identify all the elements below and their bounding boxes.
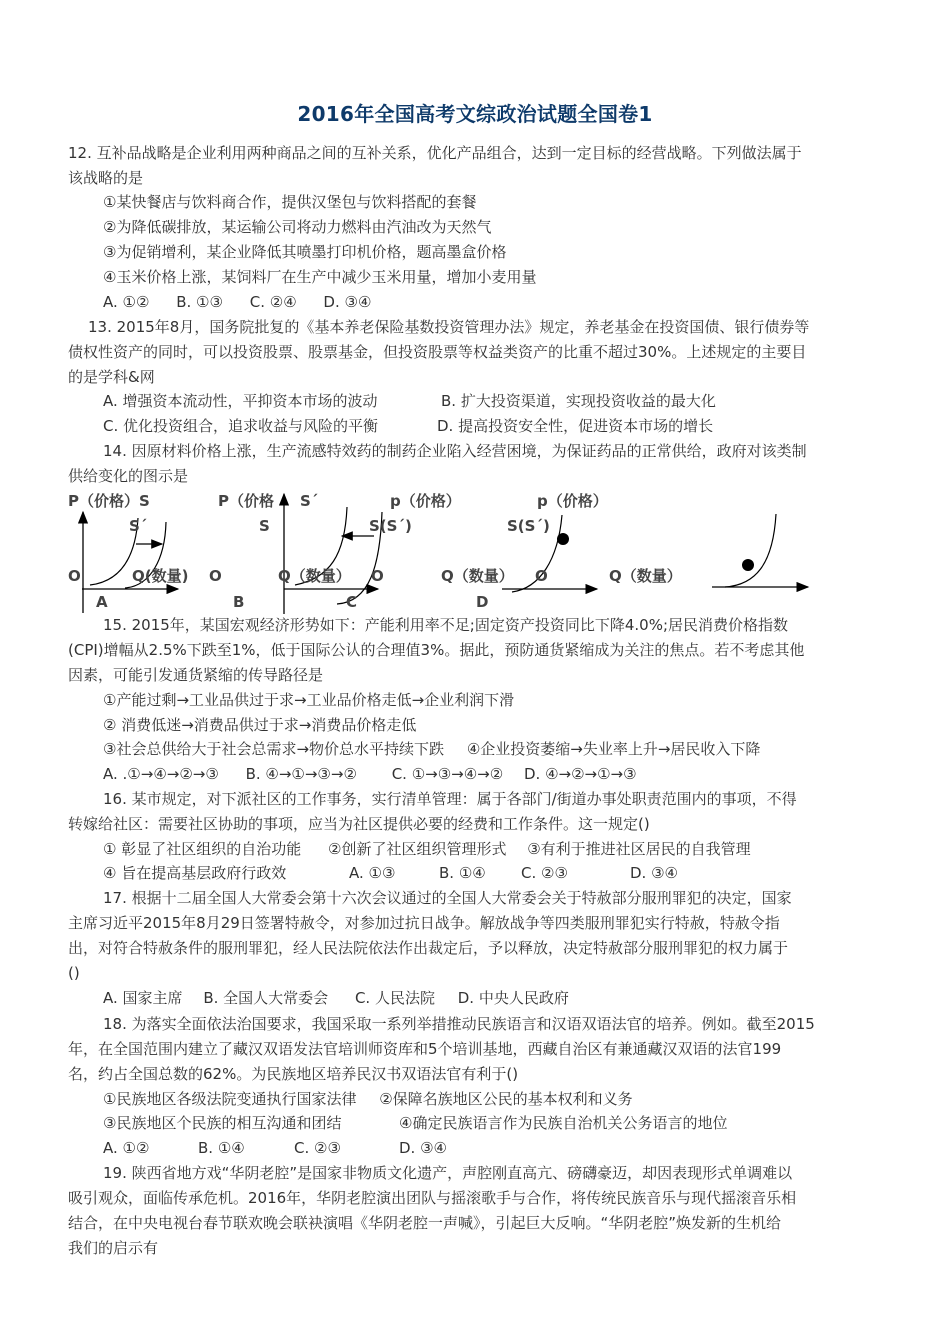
q15-stem-line-1: 15. 2015年，某国宏观经济形势如下：产能利用率不足;固定资产投资同比下降4.0%;居民消费价格指数 [103,616,789,634]
q15-item-1: ①产能过剩→工业品供过于求→工业品价格走低→企业利润下滑 [103,691,515,709]
q15-options [103,762,637,786]
q12-item-2: ②为降低碳排放，某运输公司将动力燃料由汽油改为天然气 [103,218,492,236]
q12-item-1: ①某快餐店与饮料商合作，提供汉堡包与饮料搭配的套餐 [103,193,477,211]
q19-stem-line-3: 结合，在中央电视台春节联欢晚会联袂演唱《华阴老腔一声喊》，引起巨大反响。“华阴老腔”焕发新的生机给 [68,1214,782,1232]
q13-stem-line-2: 债权性资产的同时，可以投资股票、股票基金，但投资股票等权益类资产的比重不超过30%。上述规定的主要目 [68,343,807,361]
q16-item-3: ③有利于推进社区居民的自我管理 [527,840,751,858]
q16-stem-line-2: 转嫁给社区：需要社区协助的事项，应当为社区提供必要的经费和工作条件。这一规定() [68,815,650,833]
q17-stem-line-3: 出，对符合特赦条件的服刑罪犯，经人民法院依法作出裁定后，予以释放，决定特赦部分服刑罪犯的权力属于 [68,939,789,957]
q13-stem-line-1: 13. 2015年8月，国务院批复的《基本养老保险基数投资管理办法》规定，养老基金在投资国债、银行债券等 [88,318,810,336]
q16-item-2: ②创新了社区组织管理形式 [328,840,507,858]
q12-option-d: D. ③④ [323,293,372,311]
q17-stem-line-1: 17. 根据十二届全国人大常委会第十六次会议通过的全国人大常委会关于特赦部分服刑罪犯的决定，国家 [103,889,792,907]
q19-stem-line-2: 吸引观众，面临传承危机。2016年，华阴老腔演出团队与摇滚歌手与合作，将传统民族音乐与现代摇滚音乐相 [68,1189,797,1207]
graph-d-quantity-label: Q（数量） [441,567,514,585]
q18-item-2: ②保障名族地区公民的基本权利和义务 [379,1090,633,1108]
q13-stem-line-3: 的是学科&网 [68,368,155,386]
graph-c-origin-label: O [371,567,384,585]
q18-option-a: A. ①② [103,1139,150,1157]
q16-stem-line-1: 16. 某市规定，对下派社区的工作事务，实行清单管理：属于各部门/街道办事处职责范围内的事项，不得 [103,790,797,808]
q18-stem-line-3: 名，约占全国总数的62%。为民族地区培养民汉书双语法官有利于() [68,1065,519,1083]
q15-option-d: D. ④→②→①→③ [523,765,637,783]
q18-stem-line-2: 年，在全国范围内建立了藏汉双语发法官培训师资库和5个培训基地，西藏自治区有兼通藏汉双语的法官199 [68,1040,782,1058]
q17-option-b: B. 全国人大常委会 [203,989,329,1007]
q16-items-1-3 [103,837,751,861]
graph-b-letter: B [233,593,245,611]
q19-stem-line-1: 19. 陕西省地方戏“华阴老腔”是国家非物质文化遗产，声腔刚直高亢、磅礴豪迈，却因表现形式单调难以 [103,1164,793,1182]
q12-item-3: ③为促销增利，某企业降低其喷墨打印机价格，题高墨盒价格 [103,243,507,261]
q15-item-3: ③社会总供给大于社会总需求→物价总水平持续下跌 [103,740,445,758]
graph-d [712,514,808,587]
q15-item-4: ④企业投资萎缩→失业率上升→居民收入下降 [466,740,761,758]
graph-d-origin-label: O [535,567,548,585]
graph-c-s-label: S(S´) [369,517,412,535]
q18-items-3-4 [103,1111,728,1135]
q12-option-a: A. ①② [103,293,150,311]
q13-option-c: C. 优化投资组合，追求收益与风险的平衡 [103,417,379,435]
q12-item-4: ④玉米价格上涨，某饲料厂在生产中减少玉米用量，增加小麦用量 [103,268,537,286]
q18-options [103,1136,447,1160]
q14-stem-line-2: 供给变化的图示是 [68,467,189,485]
graph-a-quantity-label: Q(数量) [132,567,189,585]
q13-option-d: D. 提高投资安全性，促进资本市场的增长 [437,417,714,435]
graph-b [284,494,382,614]
document-title: 2016年全国高考文综政治试题全国卷1 [297,102,653,126]
q14-stem-line-1: 14. 因原材料价格上涨，生产流感特效药的制药企业陷入经营困境，为保证药品的正常供给，政府对该类制 [103,442,807,460]
q17-option-d: D. 中央人民政府 [457,989,569,1007]
graph-b-quantity-label: Q（数量） [278,567,351,585]
q12-option-b: B. ①③ [176,293,223,311]
q12-stem-line-2: 该战略的是 [68,169,144,187]
graph-d-s-label: S(S´) [507,517,550,535]
q18-option-b: B. ①④ [198,1139,245,1157]
q12-option-c: C. ②④ [249,293,297,311]
q17-option-c: C. 人民法院 [354,989,435,1007]
graph-b-origin-label: O [209,567,222,585]
q17-option-a: A. 国家主席 [103,989,183,1007]
graph-c-price-label: p（价格） [390,492,461,510]
q15-stem-line-2: (CPI)增幅从2.5%下跌至1%，低于国际公认的合理值3%。据此，预防通货紧缩成为关注的焦点。若不考虑其他 [68,641,805,659]
q18-option-c: C. ②③ [294,1139,341,1157]
q16-item-4-and-options [103,861,678,885]
graph-d-letter: D [476,593,489,611]
q15-option-a: A. .①→④→②→③ [103,765,219,783]
q15-option-c: C. ①→③→④→② [391,765,504,783]
q13-option-a: A. 增强资本流动性，平抑资本市场的波动 [103,392,378,410]
q19-stem-line-4: 我们的启示有 [68,1239,159,1257]
q18-stem-line-1: 18. 为落实全面依法治国要求，我国采取一系列举措推动民族语言和汉语双语法官的培养。例如。截至2015 [103,1015,815,1033]
q15-option-b: B. ④→①→③→② [245,765,357,783]
q16-option-c: C. ②③ [521,864,568,882]
graph-a-s-prime-label: S´ [129,517,148,535]
q15-items-3-4 [103,737,760,761]
graph-a-origin-label: O [68,567,81,585]
graph-b-s-prime-label: S´ [300,492,319,510]
q16-item-1: ① 彰显了社区组织的自治功能 [103,840,302,858]
q16-option-b: B. ①④ [439,864,486,882]
q17-stem-line-2: 主席习近平2015年8月29日签署特赦令，对参加过抗日战争。解放战争等四类服刑罪犯实行特赦，特赦令指 [68,914,780,932]
graph-d-price-label: p（价格） [537,492,608,510]
graph-a-letter: A [96,593,108,611]
q18-items-1-2 [103,1087,633,1111]
q16-item-4: ④ 旨在提高基层政府行政效 [103,864,287,882]
graph-d-quantity-label-2: Q（数量） [609,567,682,585]
graph-c-letter: C [346,593,358,611]
q18-item-3: ③民族地区个民族的相互沟通和团结 [103,1114,342,1132]
q15-stem-line-3: 因素，可能引发通货紧缩的传导路径是 [68,666,324,684]
graph-a-price-label: P（价格）S [68,492,150,510]
graph-b-price-label: P（价格 [218,492,274,510]
q16-option-a: A. ①③ [349,864,396,882]
q17-stem-line-4: () [68,964,80,982]
q13-option-b: B. 扩大投资渠道，实现投资收益的最大化 [441,392,716,410]
q18-item-4: ④确定民族语言作为民族自治机关公务语言的地位 [399,1114,728,1132]
graph-b-s-label: S [259,517,270,535]
q16-option-d: D. ③④ [630,864,678,882]
q18-item-1: ①民族地区各级法院变通执行国家法律 [103,1090,357,1108]
q18-option-d: D. ③④ [399,1139,447,1157]
q12-stem-line-1: 12. 互补品战略是企业利用两种商品之间的互补关系，优化产品组合，达到一定目标的经营战略。下列做法属于 [68,144,802,162]
q15-item-2: ② 消费低迷→消费品供过于求→消费品价格走低 [103,716,417,734]
q17-options [103,986,569,1010]
